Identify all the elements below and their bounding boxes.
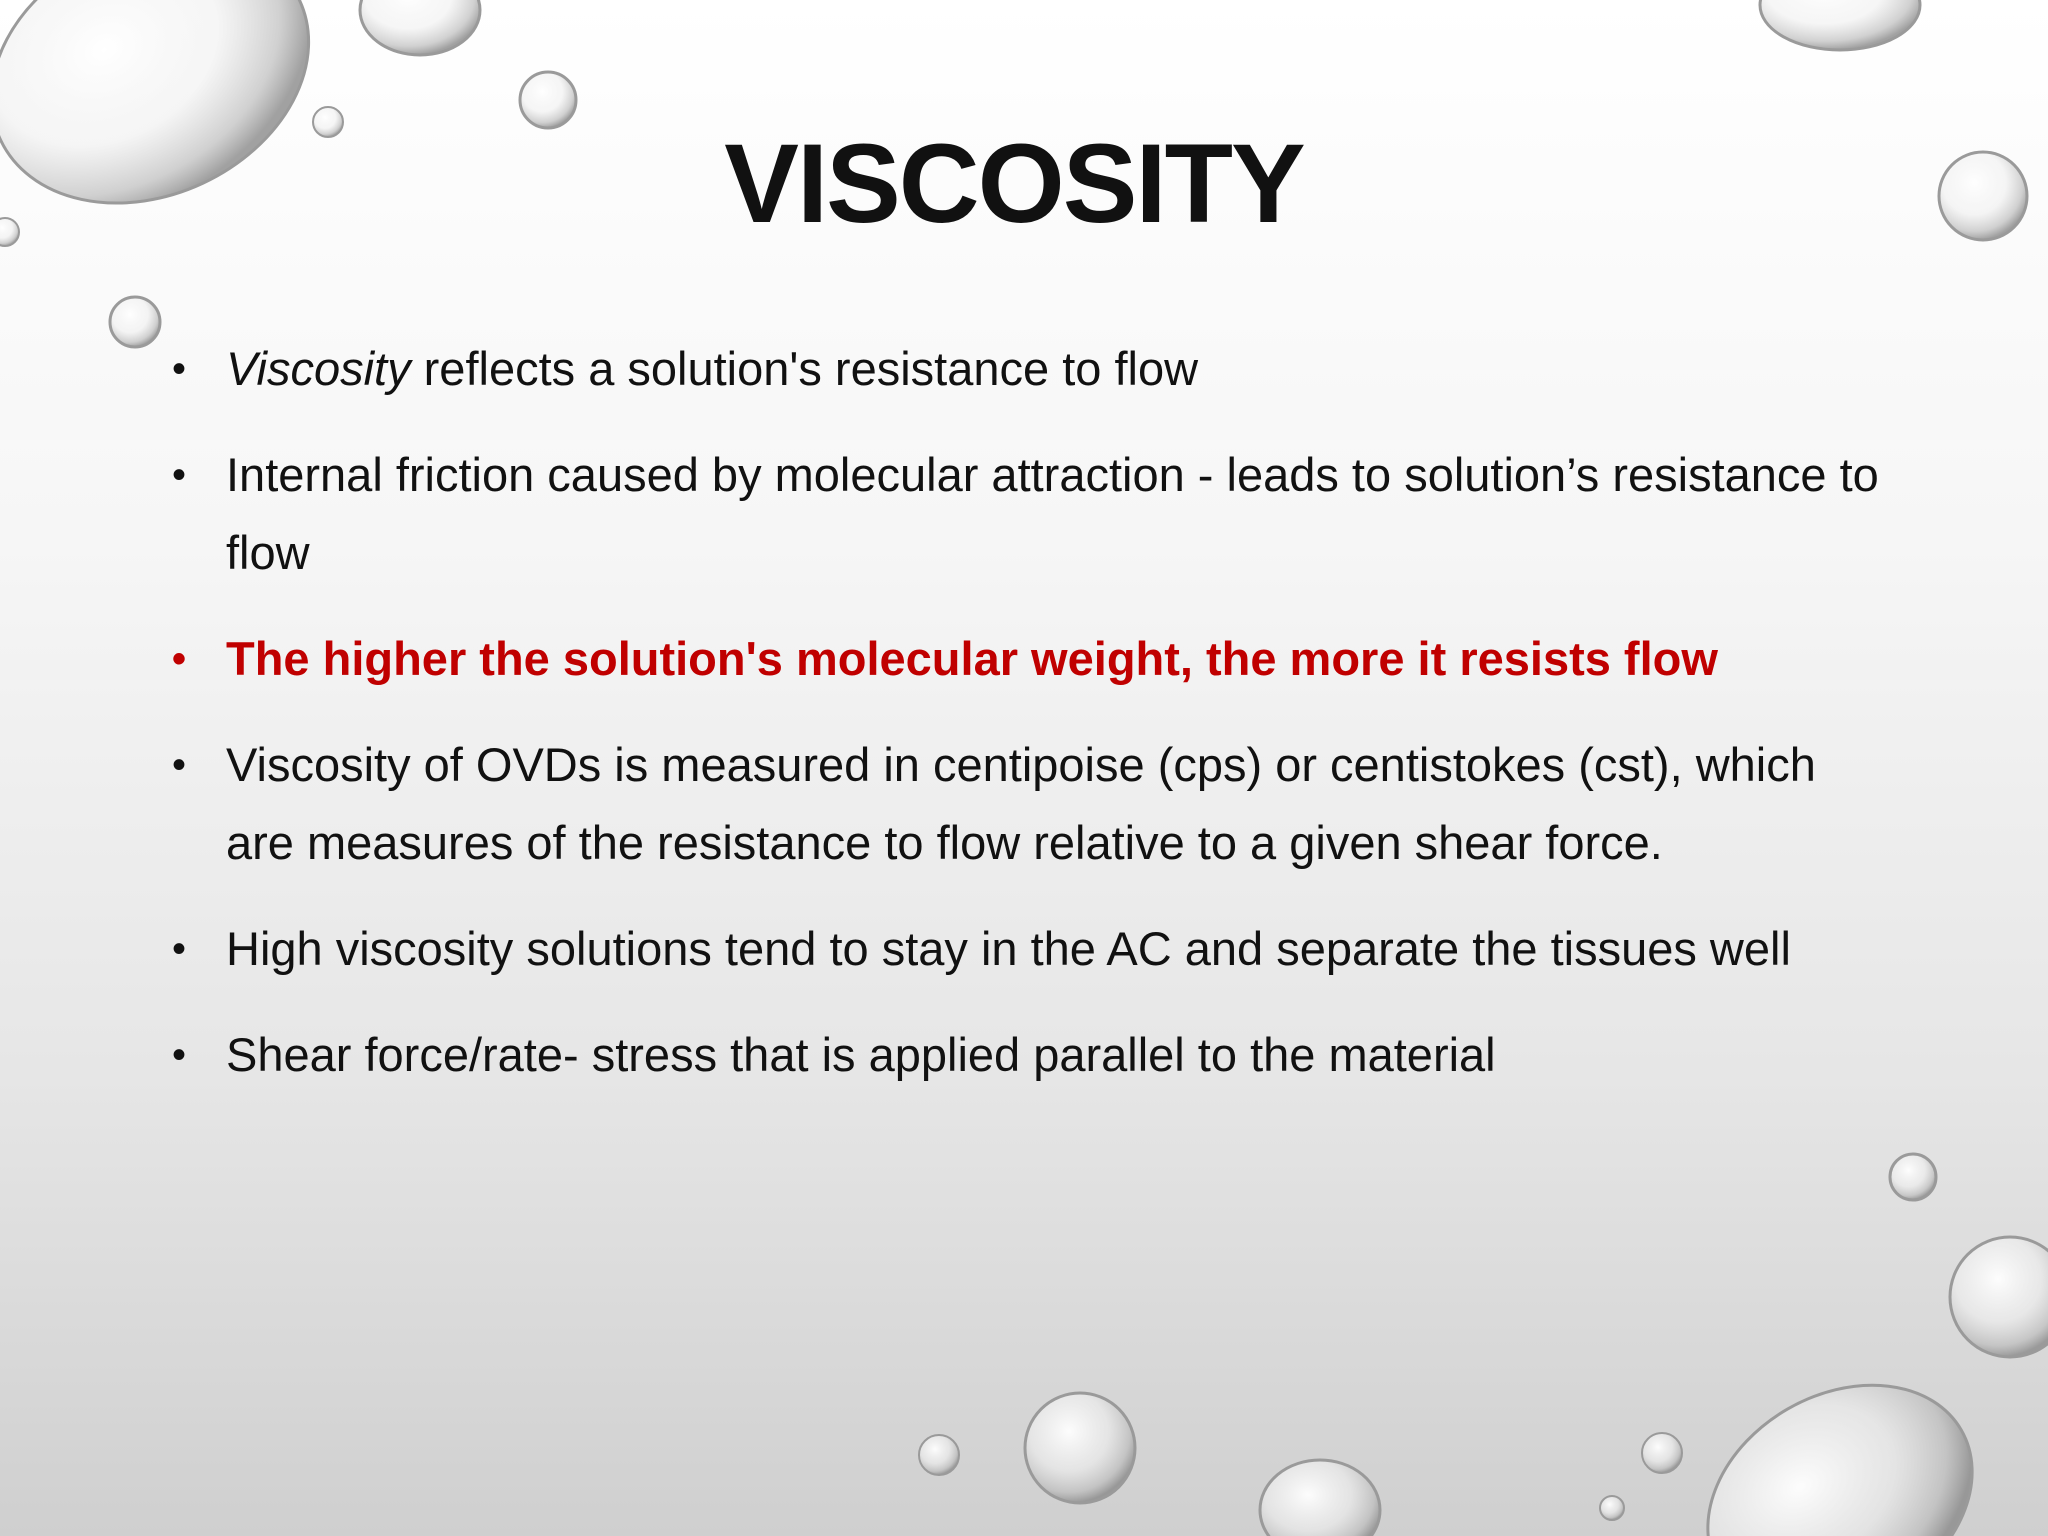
bullet-text: The higher the solution's molecular weight, the more it resists flow bbox=[226, 632, 1718, 685]
bullet-item bbox=[170, 726, 1890, 882]
bullet-emphasis: Viscosity bbox=[226, 342, 411, 395]
slide-title: VISCOSITY bbox=[724, 121, 1304, 246]
bullet-marker: • bbox=[172, 743, 187, 787]
droplet bbox=[1760, 0, 1920, 50]
bullet-marker: • bbox=[172, 637, 187, 681]
bullet-text: Viscosity of OVDs is measured in centipoise (cps) or centistokes (cst), which are measures of the resistance to flow relative to a given shear force. bbox=[226, 738, 1816, 869]
bullet-text: Shear force/rate- stress that is applied parallel to the material bbox=[226, 1028, 1496, 1081]
bullet-item-highlight bbox=[170, 620, 1890, 698]
droplet bbox=[1025, 1393, 1135, 1503]
bullet-item bbox=[170, 330, 1890, 408]
droplet bbox=[919, 1435, 959, 1475]
bullet-marker: • bbox=[172, 927, 187, 971]
droplet bbox=[1890, 1154, 1936, 1200]
droplet bbox=[1950, 1237, 2048, 1357]
bullet-text: reflects a solution's resistance to flow bbox=[410, 342, 1199, 395]
bullet-item bbox=[170, 1016, 1890, 1094]
bullet-marker: • bbox=[172, 453, 187, 497]
droplet bbox=[1666, 1339, 2013, 1536]
droplet bbox=[1260, 1460, 1380, 1536]
bullet-item bbox=[170, 436, 1890, 592]
bullet-text: High viscosity solutions tend to stay in the AC and separate the tissues well bbox=[226, 922, 1791, 975]
droplet bbox=[1600, 1496, 1624, 1520]
bullet-marker: • bbox=[172, 347, 187, 391]
bullet-item bbox=[170, 910, 1890, 988]
droplet bbox=[360, 0, 480, 55]
bullet-text: Internal friction caused by molecular attraction - leads to solution’s resistance to flow bbox=[226, 448, 1879, 579]
droplet bbox=[520, 72, 576, 128]
bullet-marker: • bbox=[172, 1033, 187, 1077]
droplet bbox=[1642, 1433, 1682, 1473]
droplet bbox=[110, 297, 160, 347]
bullet-list bbox=[170, 330, 1890, 1122]
